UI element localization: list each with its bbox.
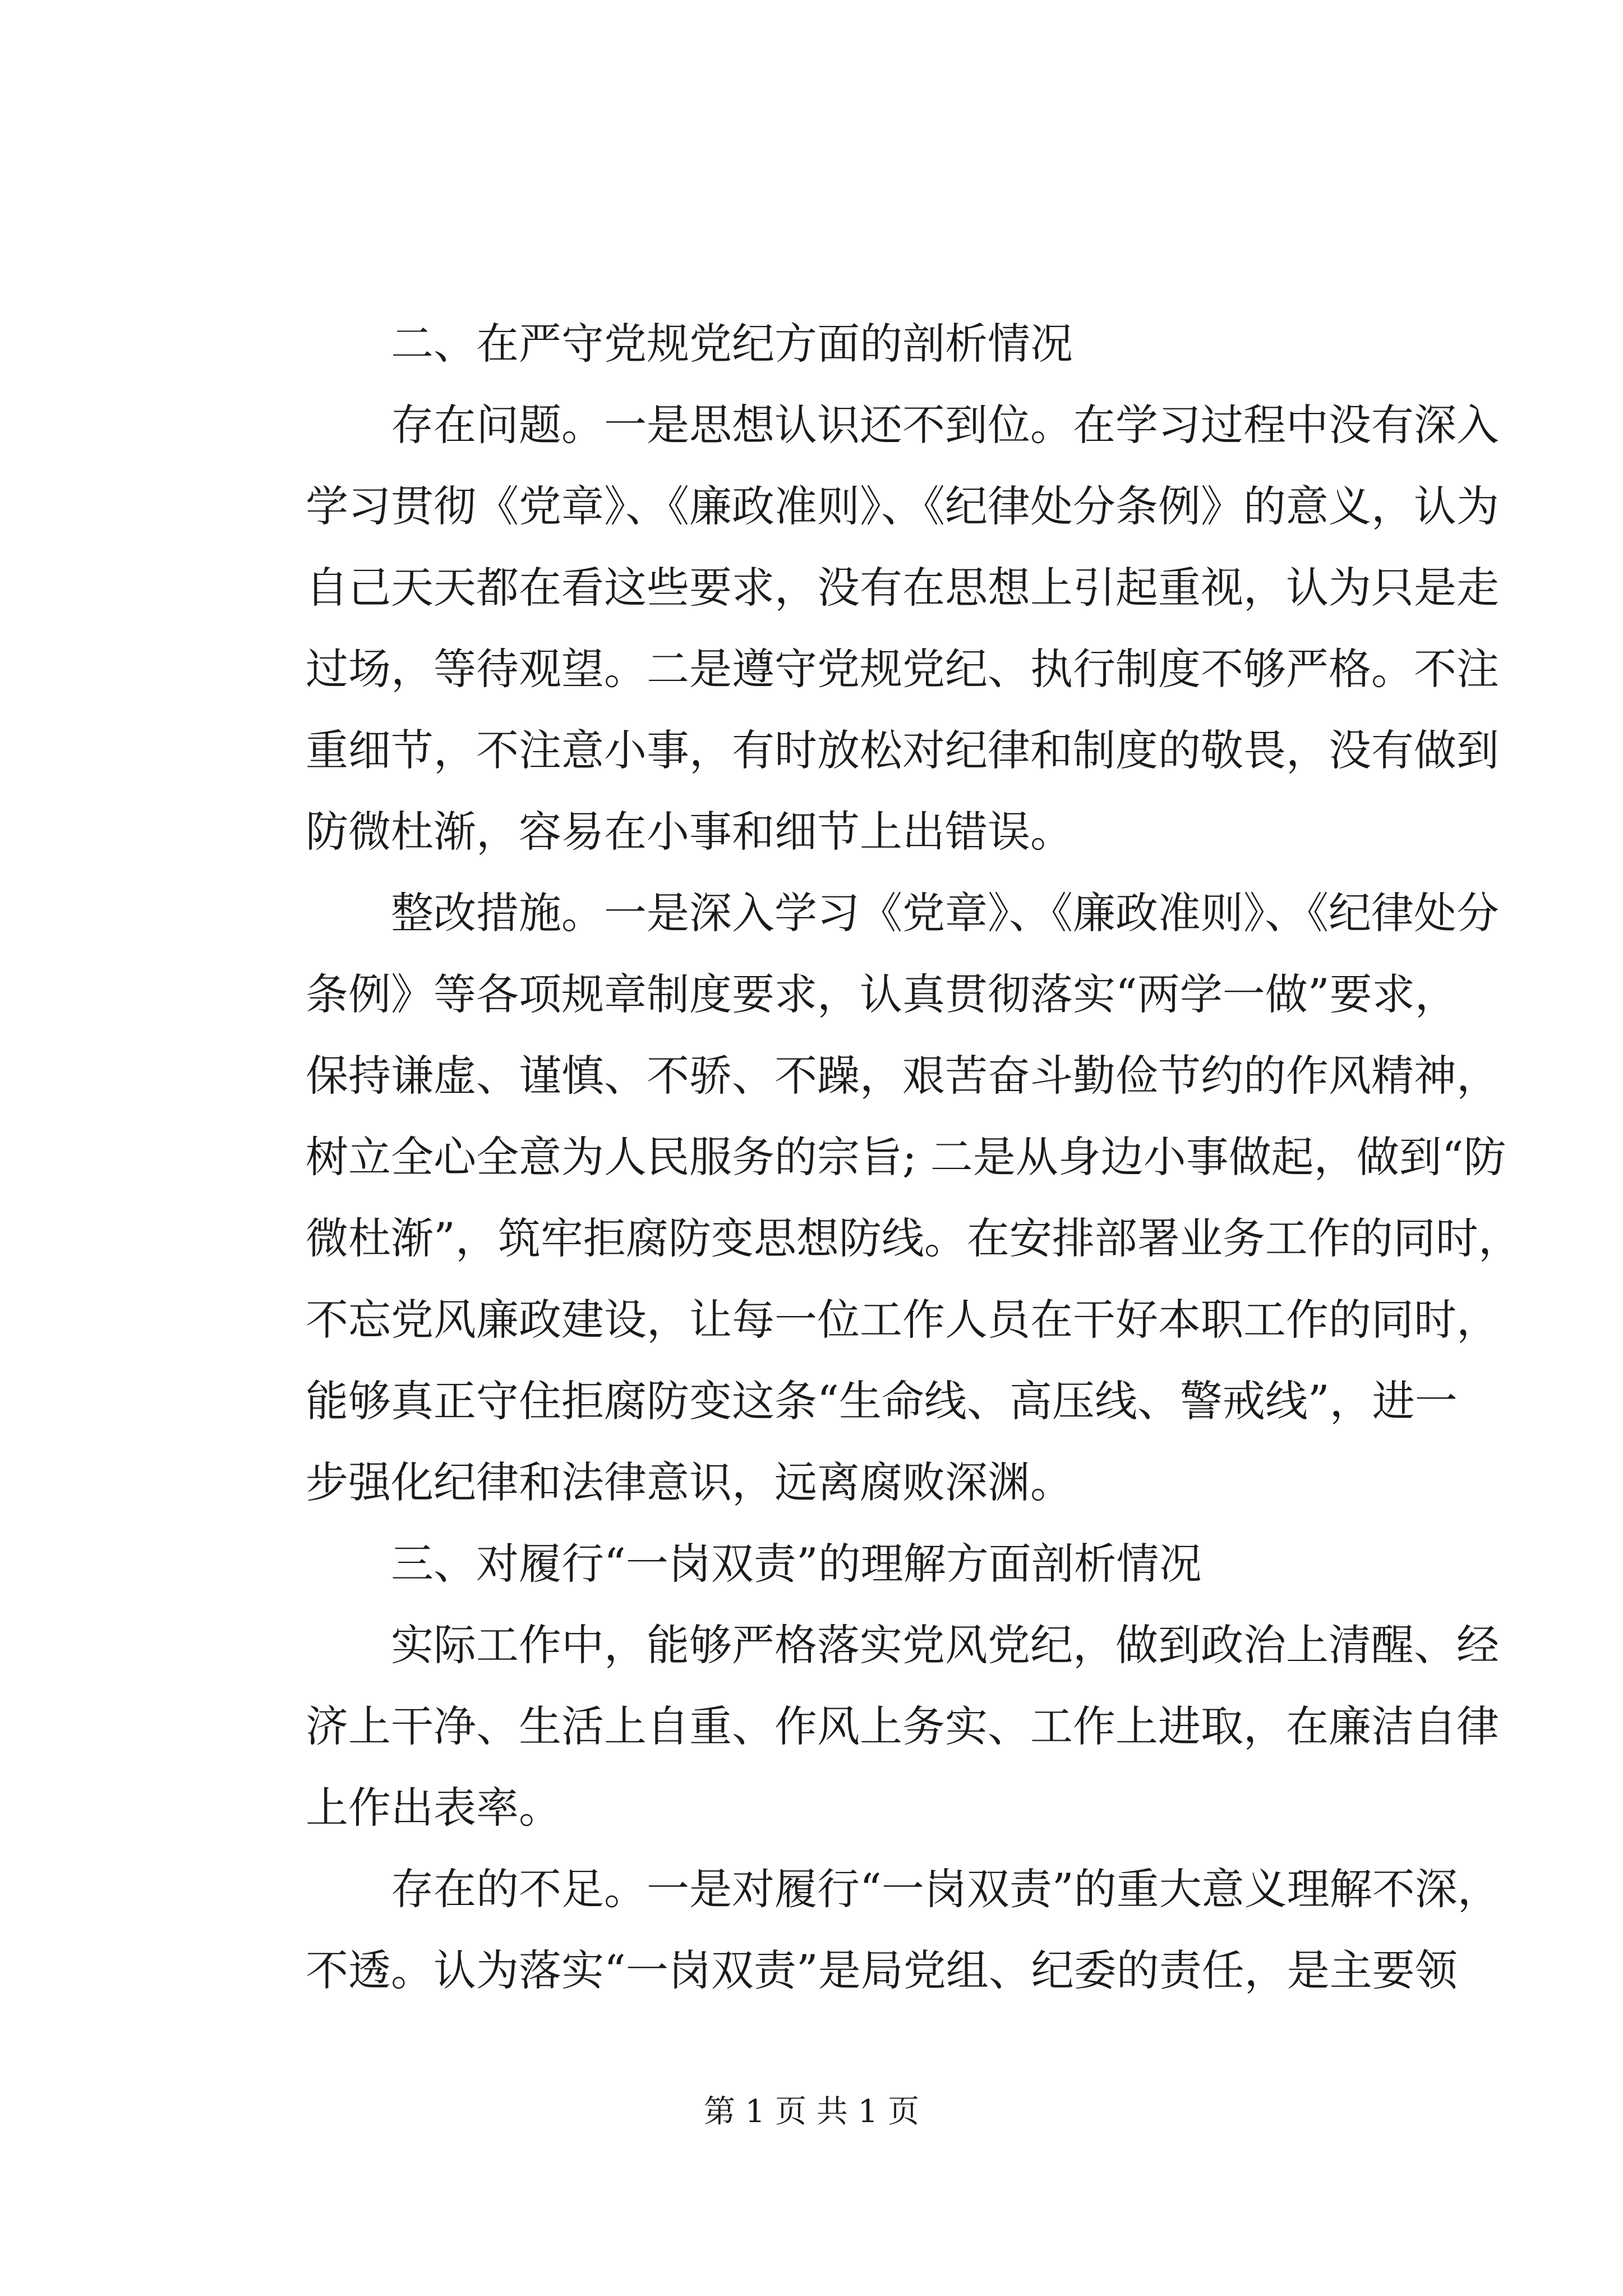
paragraph-line: 能够真正守住拒腐防变这条“生命线、高压线、警戒线”，进一: [306, 1376, 1458, 1426]
paragraph-line: 存在的不足。一是对履行“一岗双责”的重大意义理解不深，: [391, 1864, 1500, 1914]
paragraph-line: 步强化纪律和法律意识，远离腐败深渊。: [306, 1457, 1073, 1507]
paragraph-line: 微杜渐”，筑牢拒腐防变思想防线。在安排部署业务工作的同时，: [306, 1213, 1521, 1263]
paragraph-line: 不忘党风廉政建设，让每一位工作人员在干好本职工作的同时，: [306, 1295, 1499, 1345]
paragraph-line: 保持谦虚、谨慎、不骄、不躁，艰苦奋斗勤俭节约的作风精神，: [306, 1051, 1499, 1101]
paragraph-line: 不透。认为落实“一岗双责”是局党组、纪委的责任，是主要领: [306, 1945, 1458, 1995]
document-body: [306, 303, 1521, 2011]
paragraph-line: 学习贯彻《党章》、《廉政准则》、《纪律处分条例》的意义，认为: [306, 481, 1499, 531]
paragraph-line: 上作出表率。: [306, 1783, 561, 1833]
paragraph-line: 济上干净、生活上自重、作风上务实、工作上进取，在廉洁自律: [306, 1701, 1499, 1751]
paragraph-line: 防微杜渐，容易在小事和细节上出错误。: [306, 807, 1073, 857]
page-number-footer: 第 1 页 共 1 页: [703, 2093, 920, 2130]
section-heading-3: 三、对履行“一岗双责”的理解方面剖析情况: [391, 1539, 1202, 1589]
paragraph-line: 树立全心全意为人民服务的宗旨; 二是从身边小事做起，做到“防: [306, 1132, 1506, 1182]
section-heading-2: 二、在严守党规党纪方面的剖析情况: [391, 319, 1073, 369]
paragraph-line: 自己天天都在看这些要求，没有在思想上引起重视，认为只是走: [306, 563, 1499, 613]
paragraph-line: 实际工作中，能够严格落实党风党纪，做到政治上清醒、经: [391, 1620, 1499, 1670]
paragraph-line: 重细节，不注意小事，有时放松对纪律和制度的敬畏，没有做到: [306, 725, 1499, 775]
paragraph-line: 过场，等待观望。二是遵守党规党纪、执行制度不够严格。不注: [306, 644, 1499, 694]
paragraph-line: 条例》等各项规章制度要求，认真贯彻落实“两学一做”要求，: [306, 969, 1458, 1019]
paragraph-line: 整改措施。一是深入学习《党章》、《廉政准则》、《纪律处分: [391, 888, 1499, 938]
paragraph-line: 存在问题。一是思想认识还不到位。在学习过程中没有深入: [391, 400, 1499, 450]
